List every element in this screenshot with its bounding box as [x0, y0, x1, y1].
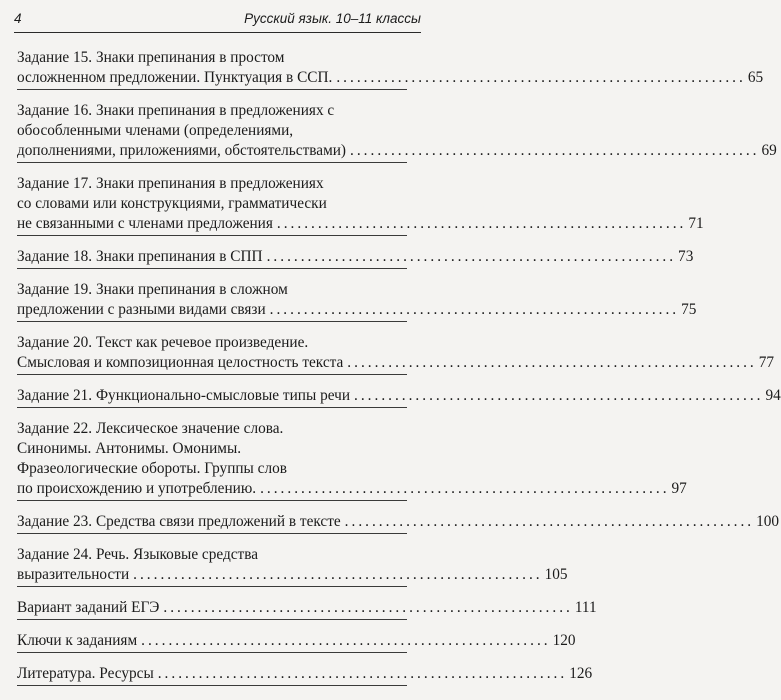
toc-line-text: Вариант заданий ЕГЭ — [17, 599, 160, 616]
toc-line — [17, 439, 407, 459]
page-number: 4 — [14, 11, 22, 26]
page-header — [14, 10, 421, 33]
toc-page-number: 69 — [761, 142, 777, 159]
toc-page-number: 100 — [756, 513, 780, 530]
toc-line-text: не связанными с членами предложения — [17, 215, 273, 232]
toc-page-number: 126 — [569, 665, 593, 682]
toc-page-number: 120 — [552, 632, 576, 649]
toc-line — [17, 459, 407, 479]
toc-line — [17, 419, 407, 439]
dot-leader: ............................................................ — [157, 665, 568, 682]
toc-line — [17, 121, 407, 141]
toc-line-text: осложненном предложении. Пунктуация в ССП. — [17, 69, 333, 86]
toc-line-text: Синонимы. Антонимы. Омонимы. — [17, 440, 242, 457]
toc-line-text: Ключи к заданиям — [17, 632, 138, 649]
toc-line — [17, 512, 780, 532]
toc-page-number: 73 — [678, 248, 694, 265]
toc-page-number: 71 — [688, 215, 704, 232]
dot-leader: ............................................................ — [354, 387, 764, 404]
toc-entry — [17, 174, 704, 236]
dot-leader: ............................................................ — [347, 354, 757, 371]
toc-line — [17, 333, 407, 353]
toc-line-text: Фразеологические обороты. Группы слов — [17, 460, 287, 477]
toc-line-text: обособленными членами (определениями, — [17, 122, 294, 139]
toc-line — [17, 280, 407, 300]
toc-page-number: 94 — [765, 387, 781, 404]
toc-line — [17, 141, 777, 161]
toc-line — [17, 631, 576, 651]
toc-line — [17, 214, 704, 234]
table-of-contents — [17, 48, 781, 697]
toc-line-text: дополнениями, приложениями, обстоятельствами) — [17, 142, 347, 159]
toc-entry — [17, 512, 780, 534]
toc-entry — [17, 598, 597, 620]
toc-line — [17, 598, 597, 618]
toc-line — [17, 664, 593, 684]
toc-line — [17, 68, 764, 88]
toc-line — [17, 479, 687, 499]
toc-entry — [17, 280, 697, 322]
toc-line-text: Задание 15. Знаки препинания в простом — [17, 49, 285, 66]
toc-line — [17, 353, 775, 373]
toc-page-number: 65 — [747, 69, 764, 86]
toc-line — [17, 48, 407, 68]
toc-line — [17, 194, 407, 214]
toc-line — [17, 300, 697, 320]
toc-entry — [17, 545, 568, 587]
dot-leader: ............................................................ — [350, 142, 760, 159]
dot-leader: ............................................................ — [260, 480, 670, 497]
toc-line-text: со словами или конструкциями, грамматически — [17, 195, 327, 212]
toc-line-text: по происхождению и употреблению. — [17, 480, 257, 497]
toc-line — [17, 101, 407, 121]
toc-line-text: Смысловая и композиционная целостность текста — [17, 354, 344, 371]
toc-line-text: Задание 17. Знаки препинания в предложениях — [17, 175, 324, 192]
toc-page-number: 105 — [544, 566, 568, 583]
toc-entry — [17, 664, 593, 686]
toc-line — [17, 565, 568, 585]
toc-line-text: предложении с разными видами связи — [17, 301, 266, 318]
toc-line-text: Задание 23. Средства связи предложений в тексте — [17, 513, 341, 530]
toc-line — [17, 247, 694, 267]
toc-entry — [17, 101, 777, 163]
dot-leader: ............................................................ — [141, 632, 551, 649]
dot-leader: ............................................................ — [163, 599, 573, 616]
toc-page-number: 77 — [758, 354, 775, 371]
dot-leader: ............................................................ — [276, 215, 687, 232]
toc-entry — [17, 247, 694, 269]
dot-leader: ............................................................ — [269, 301, 680, 318]
toc-entry — [17, 631, 576, 653]
toc-line-text: Задание 19. Знаки препинания в сложном — [17, 281, 288, 298]
toc-line-text: Задание 21. Функционально-смысловые типы речи — [17, 387, 351, 404]
dot-leader: ............................................................ — [133, 566, 543, 583]
toc-line-text: Литература. Ресурсы — [17, 665, 154, 682]
toc-line-text: выразительности — [17, 566, 130, 583]
toc-line-text: Задание 20. Текст как речевое произведение. — [17, 334, 309, 351]
dot-leader: ............................................................ — [336, 69, 746, 86]
running-title: Русский язык. 10–11 классы — [244, 11, 421, 26]
dot-leader: ............................................................ — [344, 513, 755, 530]
toc-line-text: Задание 18. Знаки препинания в СПП — [17, 248, 263, 265]
toc-line-text: Задание 16. Знаки препинания в предложениях с — [17, 102, 335, 119]
toc-entry — [17, 48, 764, 90]
toc-page-number: 75 — [681, 301, 697, 318]
toc-entry — [17, 386, 781, 408]
toc-entry — [17, 333, 775, 375]
dot-leader: ............................................................ — [266, 248, 677, 265]
toc-line — [17, 174, 407, 194]
toc-page-number: 97 — [671, 480, 687, 497]
toc-page-number: 111 — [574, 599, 597, 616]
toc-line — [17, 545, 407, 565]
toc-line-text: Задание 22. Лексическое значение слова. — [17, 420, 284, 437]
toc-entry — [17, 419, 687, 501]
toc-line — [17, 386, 781, 406]
toc-line-text: Задание 24. Речь. Языковые средства — [17, 546, 259, 563]
